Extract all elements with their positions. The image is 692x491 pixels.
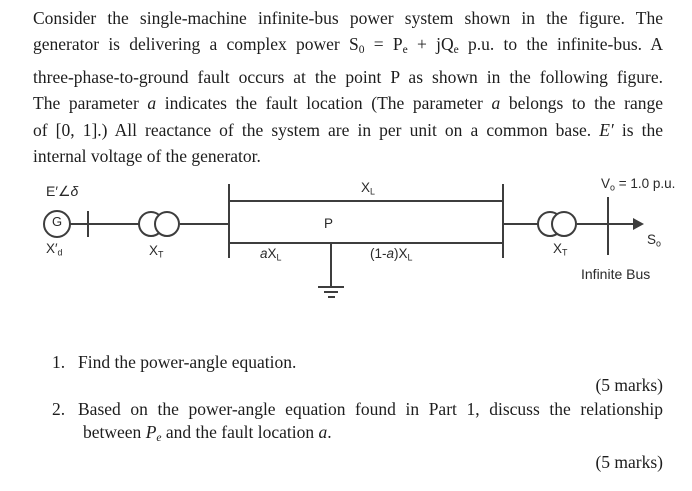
transformer1-bus-link — [180, 223, 229, 225]
right-bus-bar — [502, 184, 504, 258]
statement-line: internal voltage of the generator. — [33, 146, 261, 167]
question-2-text-line2: between Pe and the fault location a. — [83, 422, 332, 445]
statement-line: three-phase-to-ground fault occurs at the point P as shown in the following figure. — [33, 67, 663, 88]
left-section-reactance-label: aXL — [260, 246, 282, 263]
infinite-bus-label: Infinite Bus — [581, 266, 651, 282]
transformer1-reactance-label: XT — [149, 243, 164, 260]
transmission-line-bottom — [228, 242, 504, 244]
transformer2-reactance-label: XT — [553, 241, 568, 258]
generator-emf-label: E′∠δ — [46, 183, 79, 199]
generator-link-line — [70, 223, 140, 225]
statement-line: generator is delivering a complex power S0 = Pe + jQe p.u. to the infinite-bus. A — [33, 34, 663, 57]
ground-symbol — [328, 296, 335, 298]
power-flow-label: So — [647, 232, 661, 249]
right-section-reactance-label: (1-a)XL — [370, 246, 413, 263]
power-flow-line — [577, 223, 633, 225]
statement-line: Consider the single-machine infinite-bus power system shown in the figure. The — [33, 8, 663, 28]
transformer1-coil-right — [154, 211, 180, 237]
questions — [52, 351, 663, 474]
generator-terminal-tick — [87, 211, 89, 237]
bus-transformer2-link — [504, 223, 538, 225]
generator-letter: G — [51, 214, 63, 229]
question-2-number: 2. — [52, 398, 66, 419]
question-1-marks: (5 marks) — [595, 375, 663, 396]
ground-symbol — [324, 291, 338, 293]
ground-symbol — [318, 286, 344, 288]
infinite-bus-tick — [607, 197, 609, 255]
fault-branch-line — [330, 243, 332, 286]
question-2 — [52, 398, 663, 421]
question-1-text: Find the power-angle equation. — [78, 352, 297, 372]
transmission-line-top — [228, 200, 504, 202]
left-bus-bar — [228, 184, 230, 258]
statement-line: The parameter a indicates the fault location (The parameter a belongs to the range — [33, 93, 663, 114]
generator-reactance-label: X′d — [46, 241, 63, 258]
power-flow-arrowhead — [633, 218, 644, 230]
question-1-number: 1. — [52, 352, 66, 372]
transformer2-coil-right — [551, 211, 577, 237]
question-2-text-line1: Based on the power-angle equation found in Part 1, discuss the relationship — [78, 398, 663, 419]
question-2-marks: (5 marks) — [595, 451, 663, 472]
statement-line: of [0, 1].) All reactance of the system are in per unit on a common base. E′ is the — [33, 119, 663, 140]
fault-point-label: P — [324, 216, 334, 231]
question-1 — [52, 351, 663, 374]
bus-voltage-label: Vo = 1.0 p.u. — [601, 176, 676, 193]
top-line-reactance-label: XL — [361, 180, 375, 197]
